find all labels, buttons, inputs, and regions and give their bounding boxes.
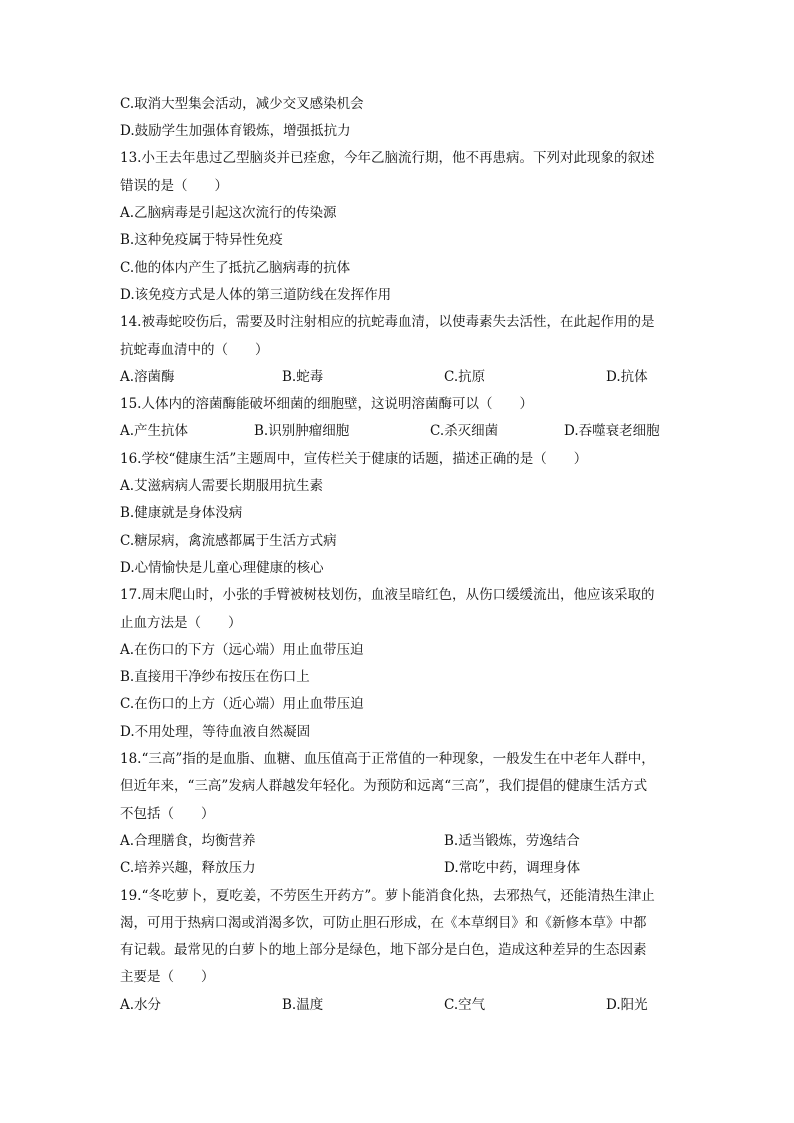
q17-stem-line1: 17.周末爬山时，小张的手臂被树枝划伤，血液呈暗红色，从伤口缓缓流出，他应该采取的 xyxy=(120,587,655,603)
q14-option-b: B.蛇毒 xyxy=(282,369,324,385)
q13-stem-line1: 13.小王去年患过乙型脑炎并已痊愈，今年乙脑流行期，他不再患病。下列对此现象的叙述 xyxy=(120,150,655,166)
q19-stem-line3: 有记载。最常见的白萝卜的地上部分是绿色，地下部分是白色，造成这种差异的生态因素 xyxy=(120,942,647,958)
q15-option-b: B.识别肿瘤细胞 xyxy=(254,423,350,439)
q19-stem-line4: 主要是（ ） xyxy=(120,969,215,985)
q18-option-d: D.常吃中药，调理身体 xyxy=(444,860,581,876)
q13-option-d: D.该免疫方式是人体的第三道防线在发挥作用 xyxy=(120,287,392,303)
q15-option-a: A.产生抗体 xyxy=(120,423,189,439)
q18-option-c: C.培养兴趣，释放压力 xyxy=(120,860,256,876)
q19-option-a: A.水分 xyxy=(120,997,162,1013)
q19-stem-line2: 渴，可用于热病口渴或消渴多饮，可防止胆石形成，在《本草纲目》和《新修本草》中都 xyxy=(120,915,647,931)
q19-stem-line1: 19.“冬吃萝卜，夏吃姜，不劳医生开药方”。萝卜能消食化热，去邪热气，还能清热生津止 xyxy=(120,888,655,904)
q17-stem-line2: 止血方法是（ ） xyxy=(120,615,242,631)
q19-option-b: B.温度 xyxy=(282,997,324,1013)
q15-option-c: C.杀灭细菌 xyxy=(430,423,499,439)
q18-stem-line2: 但近年来，“三高”发病人群越发年轻化。为预防和远离“三高”，我们提倡的健康生活方式 xyxy=(120,778,648,794)
q14-option-a: A.溶菌酶 xyxy=(120,369,175,385)
q19-option-c: C.空气 xyxy=(444,997,486,1013)
q15-stem-line1: 15.人体内的溶菌酶能破坏细菌的细胞壁，这说明溶菌酶可以（ ） xyxy=(120,396,533,412)
q13-option-c: C.他的体内产生了抵抗乙脑病毒的抗体 xyxy=(120,260,351,276)
q16-option-a: A.艾滋病病人需要长期服用抗生素 xyxy=(120,478,324,494)
q17-option-b: B.直接用干净纱布按压在伤口上 xyxy=(120,669,310,685)
q16-option-b: B.健康就是身体没病 xyxy=(120,505,243,521)
q18-option-a: A.合理膳食，均衡营养 xyxy=(120,833,256,849)
q14-stem-line1: 14.被毒蛇咬伤后，需要及时注射相应的抗蛇毒血清，以使毒素失去活性，在此起作用的是 xyxy=(120,314,655,330)
q18-option-b: B.适当锻炼，劳逸结合 xyxy=(444,833,580,849)
q13-option-a: A.乙脑病毒是引起这次流行的传染源 xyxy=(120,205,337,221)
q12-option-d: D.鼓励学生加强体育锻炼，增强抵抗力 xyxy=(120,123,351,139)
q16-stem-line1: 16.学校“健康生活”主题周中，宣传栏关于健康的话题，描述正确的是（ ） xyxy=(120,451,588,467)
q13-stem-line2: 错误的是（ ） xyxy=(120,178,228,194)
q12-option-c: C.取消大型集会活动，减少交叉感染机会 xyxy=(120,96,364,112)
q13-option-b: B.这种免疫属于特异性免疫 xyxy=(120,232,283,248)
q19-option-d: D.阳光 xyxy=(606,997,648,1013)
q14-stem-line2: 抗蛇毒血清中的（ ） xyxy=(120,342,269,358)
q17-option-c: C.在伤口的上方（近心端）用止血带压迫 xyxy=(120,696,364,712)
q16-option-d: D.心情愉快是儿童心理健康的核心 xyxy=(120,560,324,576)
q16-option-c: C.糖尿病，禽流感都属于生活方式病 xyxy=(120,533,337,549)
q14-option-d: D.抗体 xyxy=(606,369,648,385)
q15-option-d: D.吞噬衰老细胞 xyxy=(564,423,660,439)
q14-option-c: C.抗原 xyxy=(444,369,486,385)
q18-stem-line3: 不包括（ ） xyxy=(120,806,215,822)
q17-option-d: D.不用处理，等待血液自然凝固 xyxy=(120,724,311,740)
q18-stem-line1: 18.“三高”指的是血脂、血糖、血压值高于正常值的一种现象，一般发生在中老年人群中， xyxy=(120,751,655,767)
q17-option-a: A.在伤口的下方（远心端）用止血带压迫 xyxy=(120,642,364,658)
